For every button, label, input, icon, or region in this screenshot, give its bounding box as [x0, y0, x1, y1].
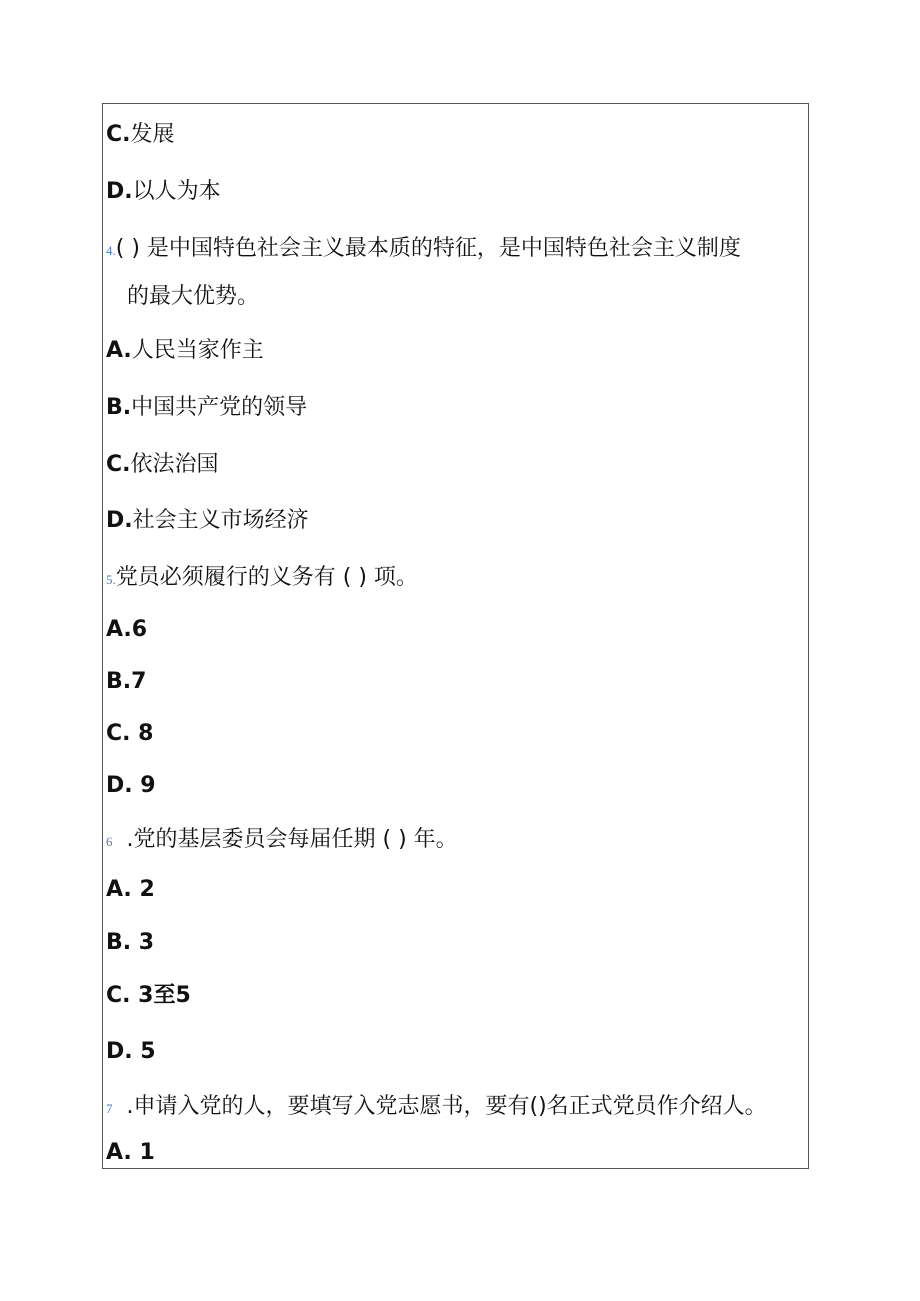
option-letter: C. — [106, 983, 131, 1008]
option-a — [106, 615, 147, 645]
question-text: 党员必须履行的义务有 ( ) 项。 — [115, 565, 418, 590]
option-text: 发展 — [130, 122, 175, 147]
option-c — [106, 981, 191, 1011]
question-5 — [106, 563, 418, 595]
option-text: 9 — [132, 773, 156, 798]
question-text: 的最大优势。 — [127, 284, 260, 309]
option-b — [106, 928, 154, 958]
option-text: 2 — [131, 877, 155, 902]
question-number: 5. — [106, 572, 116, 587]
option-letter: B. — [106, 669, 132, 694]
option-a — [106, 1138, 155, 1168]
option-c — [106, 719, 153, 749]
option-letter: B. — [106, 930, 132, 955]
question-text: ( ) 是中国特色社会主义最本质的特征，是中国特色社会主义制度 — [115, 236, 741, 261]
option-a — [106, 336, 264, 366]
option-d — [106, 1037, 156, 1067]
option-letter: D. — [106, 179, 133, 204]
option-letter: C. — [106, 721, 131, 746]
option-text: 8 — [130, 721, 154, 746]
option-text: 依法治国 — [130, 452, 219, 477]
option-b — [106, 667, 146, 697]
question-number: 7 — [106, 1101, 113, 1116]
option-d — [106, 177, 221, 207]
option-letter: A. — [106, 338, 132, 363]
option-text: 人民当家作主 — [131, 338, 264, 363]
option-text: 7 — [131, 669, 147, 694]
option-letter: D. — [106, 773, 133, 798]
option-a — [106, 875, 155, 905]
option-letter: A. — [106, 1140, 132, 1165]
option-text: 以人为本 — [132, 179, 221, 204]
option-letter: C. — [106, 122, 131, 147]
option-text: 6 — [131, 617, 148, 642]
option-text: 中国共产党的领导 — [131, 395, 308, 420]
question-6 — [106, 825, 458, 857]
question-7 — [106, 1092, 767, 1124]
option-d — [106, 506, 309, 536]
question-text: .申请入党的人，要填写入党志愿书，要有()名正式党员作介绍人。 — [126, 1094, 767, 1119]
option-text: 5 — [132, 1039, 156, 1064]
question-4-continuation — [127, 282, 259, 312]
option-letter: D. — [106, 508, 133, 533]
option-letter: A. — [106, 617, 132, 642]
option-c — [106, 450, 219, 480]
option-letter: B. — [106, 395, 132, 420]
option-text: 社会主义市场经济 — [132, 508, 309, 533]
option-letter: A. — [106, 877, 132, 902]
question-number: 4. — [106, 243, 116, 258]
question-text: .党的基层委员会每届任期 ( ) 年。 — [126, 827, 458, 852]
question-4 — [106, 234, 741, 266]
option-letter: D. — [106, 1039, 133, 1064]
option-text: 3至5 — [130, 983, 191, 1008]
option-text: 3 — [131, 930, 155, 955]
option-d — [106, 771, 156, 801]
option-c — [106, 120, 175, 150]
question-number: 6 — [106, 834, 113, 849]
option-b — [106, 393, 307, 423]
option-text: 1 — [131, 1140, 155, 1165]
option-letter: C. — [106, 452, 131, 477]
